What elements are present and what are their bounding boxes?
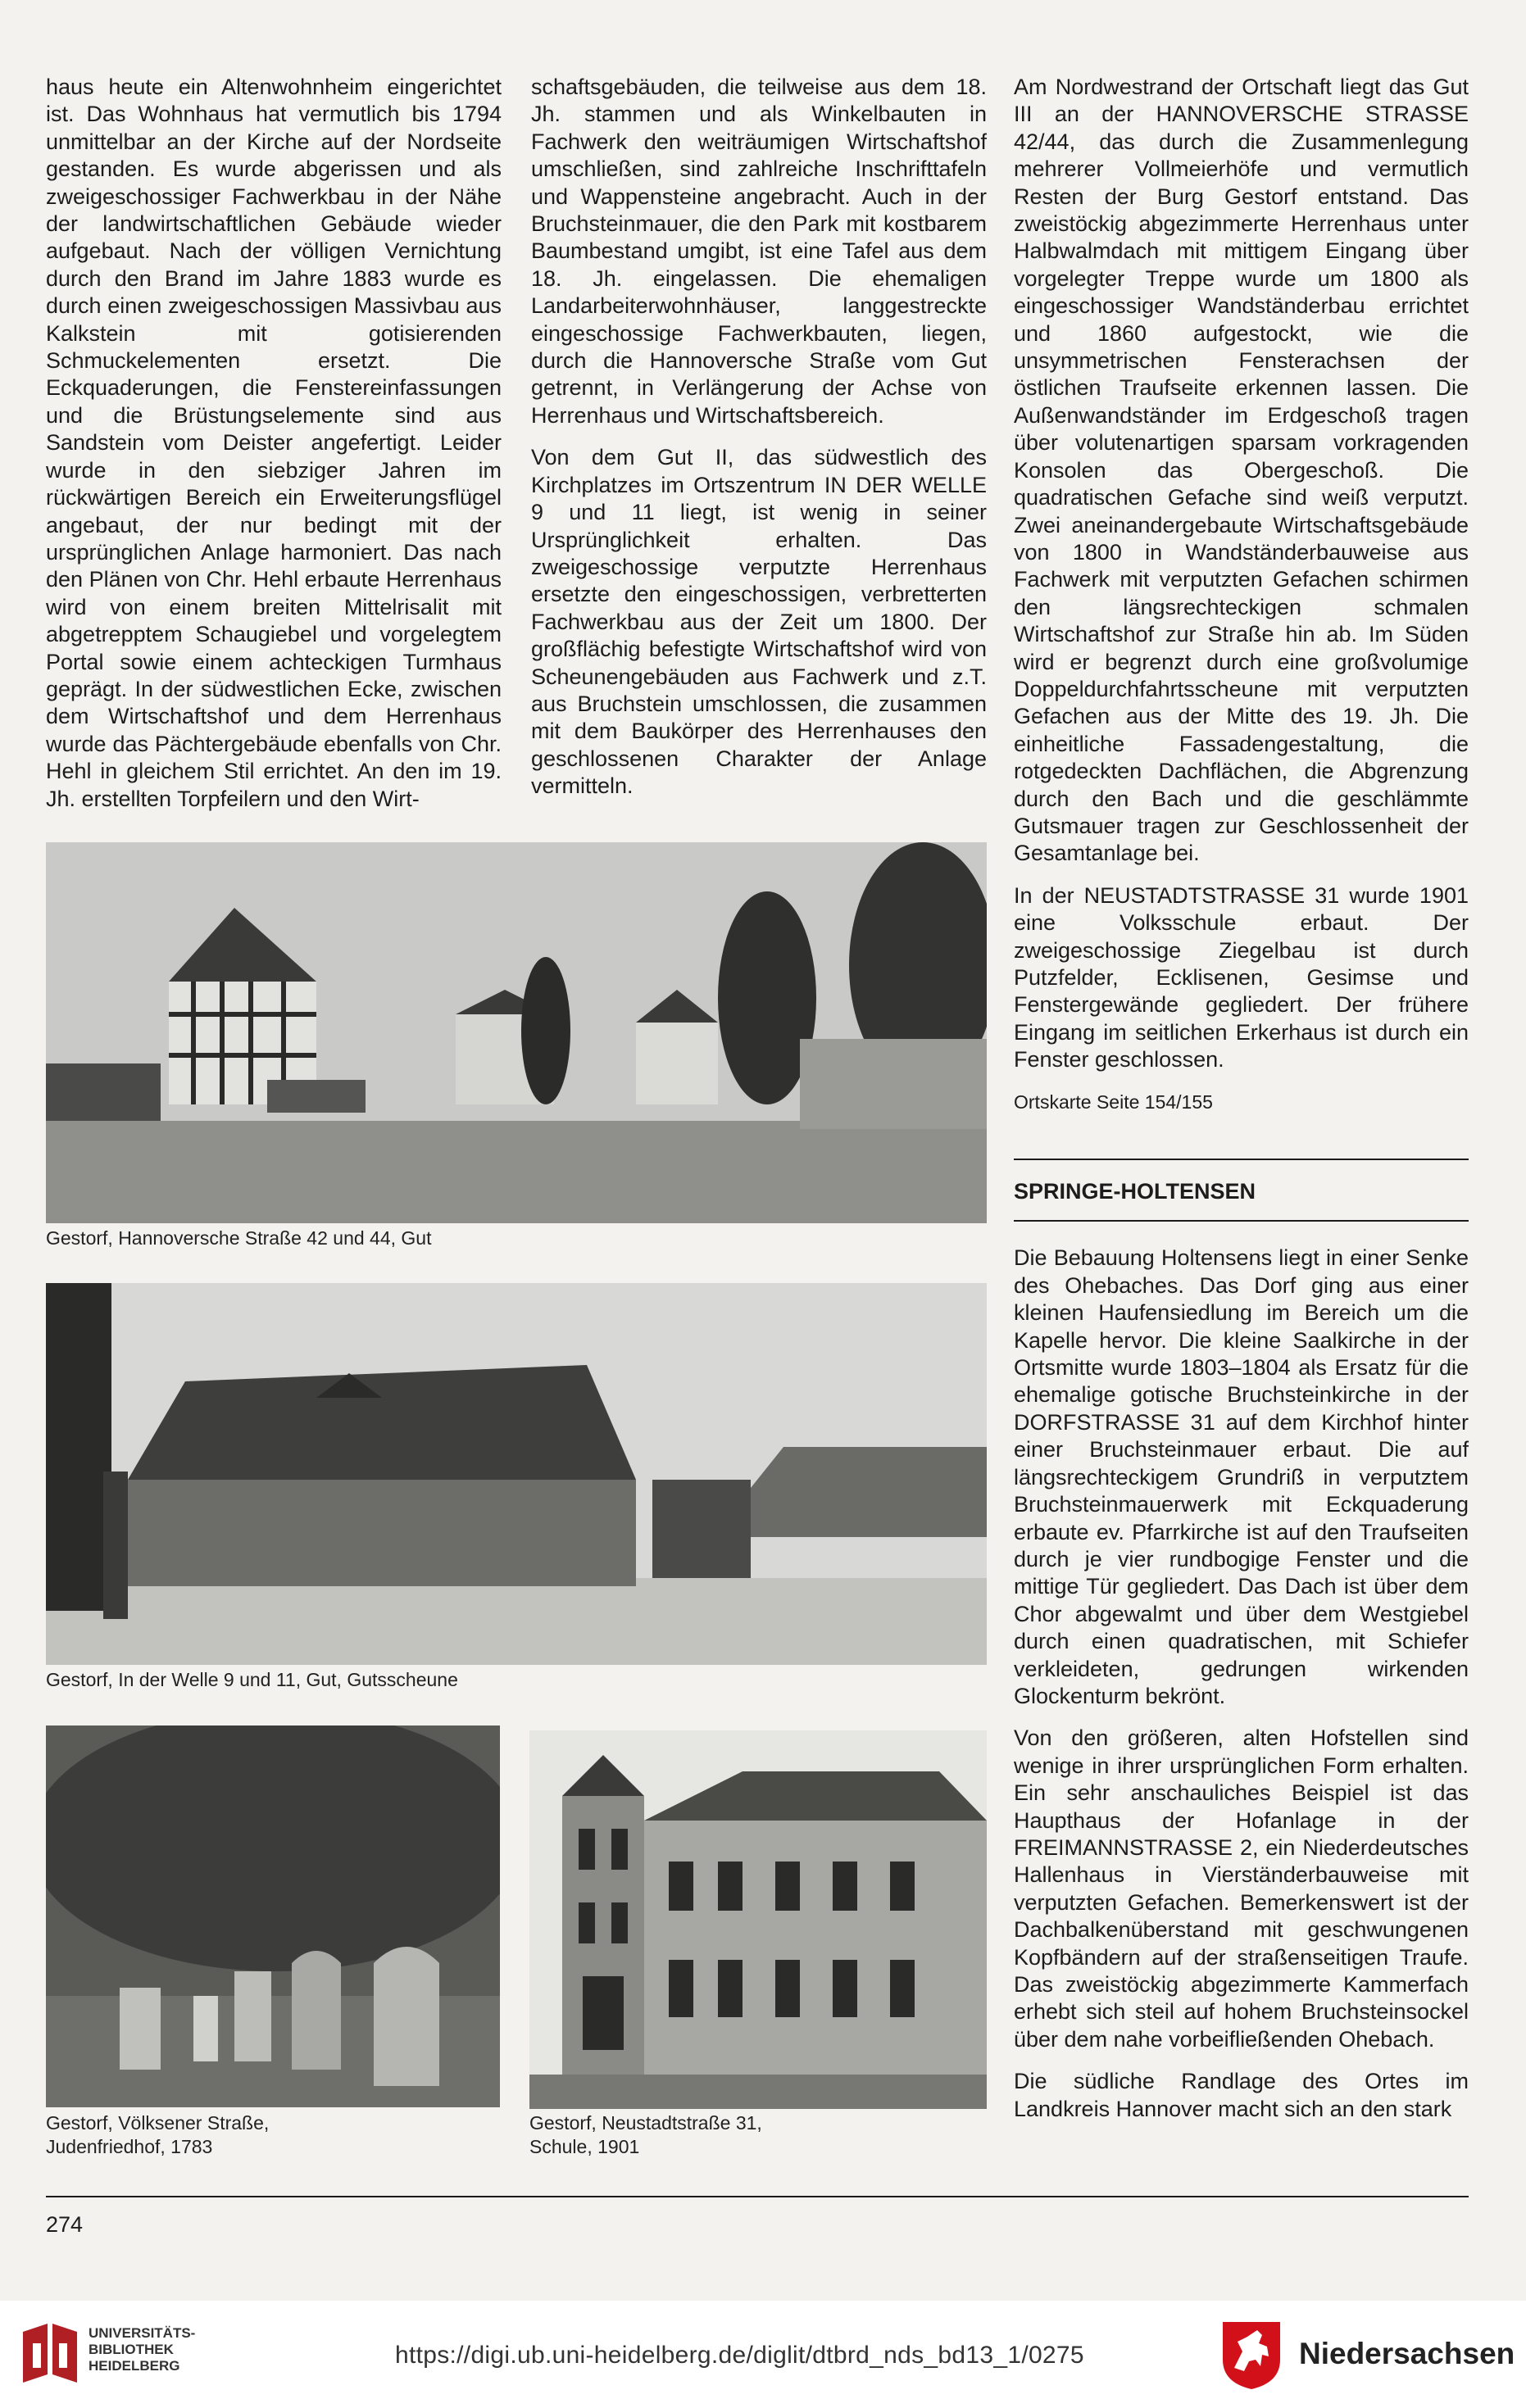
caption-line: Schule, 1901 [529,2136,640,2157]
paragraph: Von den größeren, alten Hofstellen sind wenige in ihrer ursprünglichen Form erhalten. Ein sehr anschauliches Beispiel ist das Haupthaus der Hofanlage in der FREIMANNSTRASSE 2, ein Niederdeutsches Hallenhaus in Vierständerbauweise mit verputzten Gefachen. Bemerkenswert ist der Dachbalkenüberstand mit geschwungenen Kopfbändern auf der straßenseitigen Traufe. Das zweistöckig abgezimmerte Kammerfach erhebt sich steil auf hohem Bruchsteinsockel über dem nahe vorbeifließenden Ohebach. [1014,1726,1469,2052]
text-column-3 [1014,74,1469,2138]
paragraph: In der NEUSTADTSTRASSE 31 wurde 1901 eine Volksschule erbaut. Der zweigeschossige Ziegelbau ist durch Putzfelder, Ecklisenen, Gesimse und Fenstergewände gegliedert. Der frühere Eingang im seitlichen Erkerhaus ist durch ein Fenster geschlossen. [1014,882,1469,1072]
library-logo-icon [23,2324,77,2383]
text-column-2 [531,74,987,815]
paragraph: Die südliche Randlage des Ortes im Landkreis Hannover macht sich an den stark [1014,2069,1469,2121]
photo-schule [529,1730,987,2109]
page-number: 274 [46,2212,84,2237]
photo-caption: Gestorf, In der Welle 9 und 11, Gut, Gutsscheune [46,1669,458,1690]
caption-line: Gestorf, Völksener Straße, [46,2112,270,2134]
map-reference: Ortskarte Seite 154/155 [1014,1091,1213,1113]
paragraph: Von dem Gut II, das südwestlich des Kirchplatzes im Ortszentrum IN DER WELLE 9 und 11 liegt, ist wenig in seiner Ursprünglichkeit erhalten. Das zweigeschossige verputzte Herrenhaus ersetzte den eingeschossigen, verbretterten Fachwerkbau aus der Zeit um 1800. Der großflächig befestigte Wirtschaftshof wird von Scheunengebäuden aus Fachwerk und z.T. aus Bruchstein umschlossen, die zusammen mit dem Baukörper des Herrenhauses den geschlossenen Charakter der Anlage vermitteln. [531,445,987,799]
text-column-1 [46,74,502,828]
page-bottom-rule [46,2196,1469,2197]
library-name: UNIVERSITÄTS- BIBLIOTHEK HEIDELBERG [89,2325,196,2374]
photo-judenfriedhof [46,1726,500,2107]
photo-caption: Gestorf, Hannoversche Straße 42 und 44, Gut [46,1227,432,1249]
caption-line: Judenfriedhof, 1783 [46,2136,213,2157]
paragraph: haus heute ein Altenwohnheim eingerichtet ist. Das Wohnhaus hat vermutlich bis 1794 unmittelbar an der Kirche auf der Nordseite gestanden. Es wurde abgerissen und als zweigeschossiger Fachwerkbau in der Nähe der landwirtschaftlichen Gebäude wieder aufgebaut. Nach der völligen Vernichtung durch den Brand im Jahre 1883 wurde es durch einen zweigeschossigen Massivbau aus Kalkstein mit gotisierenden Schmuckelementen ersetzt. Die Eckquaderungen, die Fenstereinfassungen und die Brüstungselemente sind aus Sandstein vom Deister angefertigt. Leider wurde in den siebziger Jahren im rückwärtigen Bereich ein Erweiterungsflügel angebaut, der nur bedingt mit der ursprünglichen Anlage harmoniert. Das nach den Plänen von Chr. Hehl erbaute Herrenhaus wird von einem breiten Mittelrisalit mit abgetrepptem Schaugiebel und vorgelegtem Portal sowie einem achteckigen Turmhaus geprägt. In der südwestlichen Ecke, zwischen dem Wirtschaftshof und dem Herrenhaus wurde das Pächtergebäude ebenfalls von Chr. Hehl in gleichem Stil errichtet. An den im 19. Jh. erstellten Torpfeilern und den Wirt- [46,75,502,811]
paragraph: schaftsgebäuden, die teilweise aus dem 18. Jh. stammen und als Winkelbauten in Fachwerk den weiträumigen Wirtschaftshof umschließen, sind zahlreiche Inschrifttafeln und Wappensteine angebracht. Auch in der Bruchsteinmauer, die den Park mit kostbarem Baumbestand umgibt, ist eine Tafel aus dem 18. Jh. eingelassen. Die ehemaligen Landarbeiterwohnhäuser, langgestreckte eingeschossige Fachwerkbauten, liegen, durch die Hannoversche Straße vom Gut getrennt, in Verlängerung der Achse von Herrenhaus und Wirtschaftsbereich. [531,75,987,428]
paragraph: Am Nordwestrand der Ortschaft liegt das Gut III an der HANNOVERSCHE STRASSE 42/44, das durch die Zusammenlegung mehrerer Vollmeierhöfe und vermutlich Resten der Burg Gestorf entstand. Das zweistöckig abgezimmerte Herrenhaus unter Halbwalmdach mit mittigem Eingang über vorgelegter Treppe wurde um 1800 als eingeschossiger Wandständerbau errichtet und 1860 aufgestockt, wie die unsymmetrischen Fensterachsen der östlichen Traufseite erkennen lassen. Die Außenwandständer im Erdgeschoß tragen über volutenartigen sparsam vorkragenden Konsolen das Obergeschoß. Die quadratischen Gefache sind weiß verputzt. Zwei aneinandergebaute Wirtschaftsgebäude von 1800 in Wandständerbauweise aus Fachwerk mit verputzten Gefachen schirmen den längsrechteckigen schmalen Wirtschaftshof zur Straße hin ab. Im Süden wird er begrenzt durch eine großvolumige Doppeldurchfahrtsscheune mit verputzten Gefachen aus der Mitte des 19. Jh. Die einheitliche Fassadengestaltung, die rotgedeckten Dachflächen, die Abgrenzung durch den Bach und die geschlämmte Gutsmauer tragen zur Geschlossenheit der Gesamtanlage bei. [1014,75,1469,866]
section-rule-top [1014,1159,1469,1160]
state-name: Niedersachsen [1299,2337,1515,2370]
photo-caption [529,2111,939,2159]
photo-caption [46,2111,456,2159]
source-url-link[interactable]: https://digi.ub.uni-heidelberg.de/diglit/dtbrd_nds_bd13_1/0275 [395,2342,1084,2369]
section-rule-bottom [1014,1220,1469,1222]
caption-line: Gestorf, Neustadtstraße 31, [529,2112,762,2134]
paragraph: Die Bebauung Holtensens liegt in einer Senke des Ohebaches. Das Dorf ging aus einer kleinen Haufensiedlung im Bereich um die Kapelle hervor. Die kleine Saalkirche in der Ortsmitte wurde 1803–1804 als Ersatz für die ehemalige gotische Bruchsteinkirche in der DORFSTRASSE 31 auf dem Kirchhof hinter einer Bruchsteinmauer erbaut. Die auf längsrechteckigem Grundriß in verputztem Bruchsteinmauerwerk mit Eckquaderung erbaute ev. Pfarrkirche ist auf den Traufseiten durch je vier rundbogige Fenster und die mittige Tür gegliedert. Das Dach ist über dem Chor abgewalmt und über dem Westgiebel durch einen quadratischen, mit Schiefer verkleideten, gedrungen wirkenden Glockenturm bekrönt. [1014,1245,1469,1708]
digitization-footer [0,2301,1526,2408]
niedersachsen-horse-icon [1219,2319,1283,2391]
photo-hannoversche-strasse [46,842,987,1223]
photo-in-der-welle [46,1283,987,1665]
section-heading: SPRINGE-HOLTENSEN [1014,1179,1256,1204]
